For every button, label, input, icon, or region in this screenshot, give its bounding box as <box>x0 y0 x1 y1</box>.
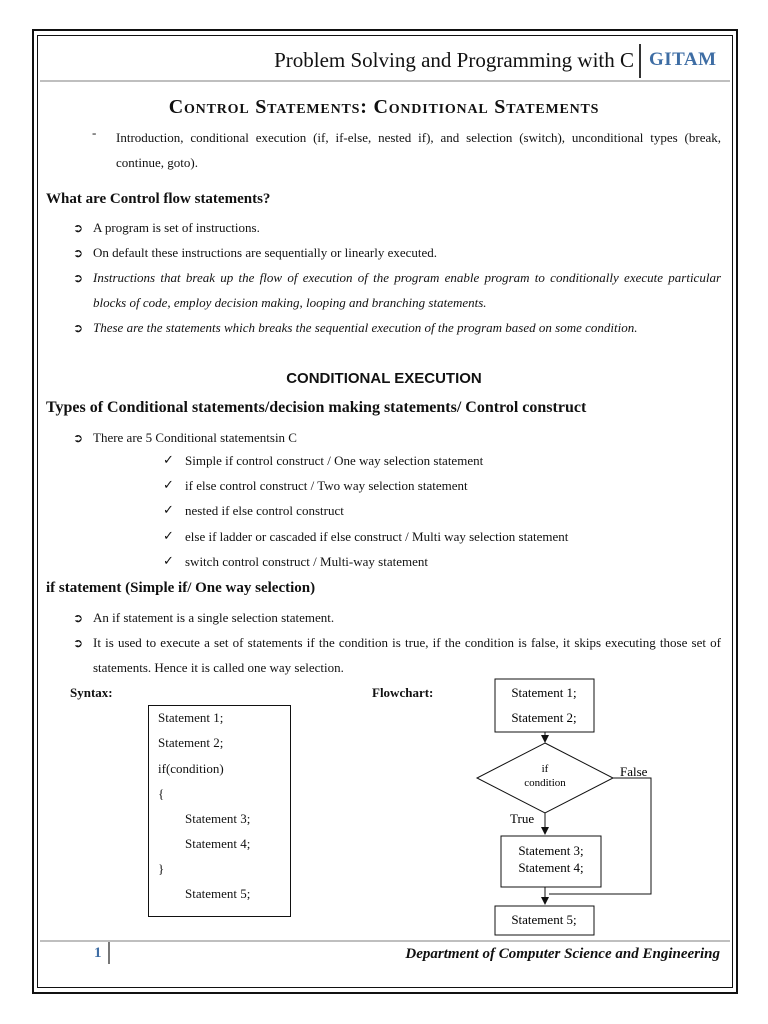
syntax-line: Statement 5; <box>185 886 251 901</box>
check-item: Simple if control construct / One way selection statement <box>185 453 484 468</box>
check-item: nested if else control construct <box>185 503 344 518</box>
arrow-bullet-icon: ➲ <box>73 431 84 445</box>
bullet-text: It is used to execute a set of statements if the condition is true, if the condition is false, it skips executing those set of statements. Hence it is called one way selection. <box>93 635 721 675</box>
syntax-line: Statement 2; <box>158 735 224 750</box>
checkmark-icon: ✓ <box>163 502 174 517</box>
flowchart-box2-line1: Statement 3; <box>518 843 584 858</box>
header-title: Problem Solving and Programming with C <box>274 48 634 72</box>
syntax-line: { <box>158 786 165 801</box>
flowchart-diamond-line1: if <box>541 763 549 775</box>
intro-text: Introduction, conditional execution (if, if-else, nested if), and selection (switch), unconditional types (break, continue, goto). <box>116 130 721 170</box>
syntax-line: Statement 1; <box>158 710 224 725</box>
section-heading-control-flow: What are Control flow statements? <box>46 191 271 207</box>
checkmark-icon: ✓ <box>163 553 174 568</box>
arrow-bullet-icon: ➲ <box>73 611 84 625</box>
flowchart-true-label: True <box>510 811 535 826</box>
section-heading-if-statement: if statement (Simple if/ One way selection) <box>46 580 316 596</box>
checkmark-icon: ✓ <box>163 477 174 492</box>
footer-department: Department of Computer Science and Engineering <box>405 946 720 962</box>
arrow-bullet-icon: ➲ <box>73 636 84 650</box>
syntax-line: if(condition) <box>158 761 224 776</box>
bullet-text: These are the statements which breaks the sequential execution of the program based on some condition. <box>93 320 638 335</box>
page-number: 1 <box>94 945 102 961</box>
flowchart-label: Flowchart: <box>372 685 434 700</box>
arrow-bullet-icon: ➲ <box>73 246 84 260</box>
section-heading-types: Types of Conditional statements/decision making statements/ Control construct <box>46 399 587 416</box>
flowchart-box3: Statement 5; <box>511 912 577 927</box>
bullet-text: On default these instructions are sequentially or linearly executed. <box>93 245 438 260</box>
syntax-label: Syntax: <box>70 685 113 700</box>
check-item: if else control construct / Two way selection statement <box>185 478 468 493</box>
bullet-text: Instructions that break up the flow of execution of the program enable program to conditionally execute particular blocks of code, employ decision making, looping and branching statements. <box>93 270 721 310</box>
bullet-text: There are 5 Conditional statementsin C <box>93 430 297 445</box>
arrow-bullet-icon: ➲ <box>73 321 84 335</box>
checkmark-icon: ✓ <box>163 452 174 467</box>
flowchart-box1-line1: Statement 1; <box>511 685 577 700</box>
bullet-text: An if statement is a single selection statement. <box>93 610 335 625</box>
footer-separator <box>108 942 110 964</box>
flowchart-box1-line2: Statement 2; <box>511 710 577 725</box>
footer-rule <box>40 940 730 942</box>
checkmark-icon: ✓ <box>163 528 174 543</box>
arrow-bullet-icon: ➲ <box>73 221 84 235</box>
flowchart-box2-line2: Statement 4; <box>518 860 584 875</box>
check-item: else if ladder or cascaded if else construct / Multi way selection statement <box>185 529 569 544</box>
check-item: switch control construct / Multi-way statement <box>185 554 428 569</box>
intro-dash: - <box>92 125 97 140</box>
flowchart-diamond-line2: condition <box>524 777 566 789</box>
syntax-line: } <box>158 861 165 876</box>
header-brand: GITAM <box>649 49 717 70</box>
page-title: Control Statements: Conditional Statements <box>168 96 600 118</box>
arrow-bullet-icon: ➲ <box>73 271 84 285</box>
syntax-line: Statement 4; <box>185 836 251 851</box>
conditional-execution-heading: CONDITIONAL EXECUTION <box>286 370 482 387</box>
flowchart-false-label: False <box>620 764 648 779</box>
syntax-line: Statement 3; <box>185 811 251 826</box>
bullet-text: A program is set of instructions. <box>93 220 260 235</box>
